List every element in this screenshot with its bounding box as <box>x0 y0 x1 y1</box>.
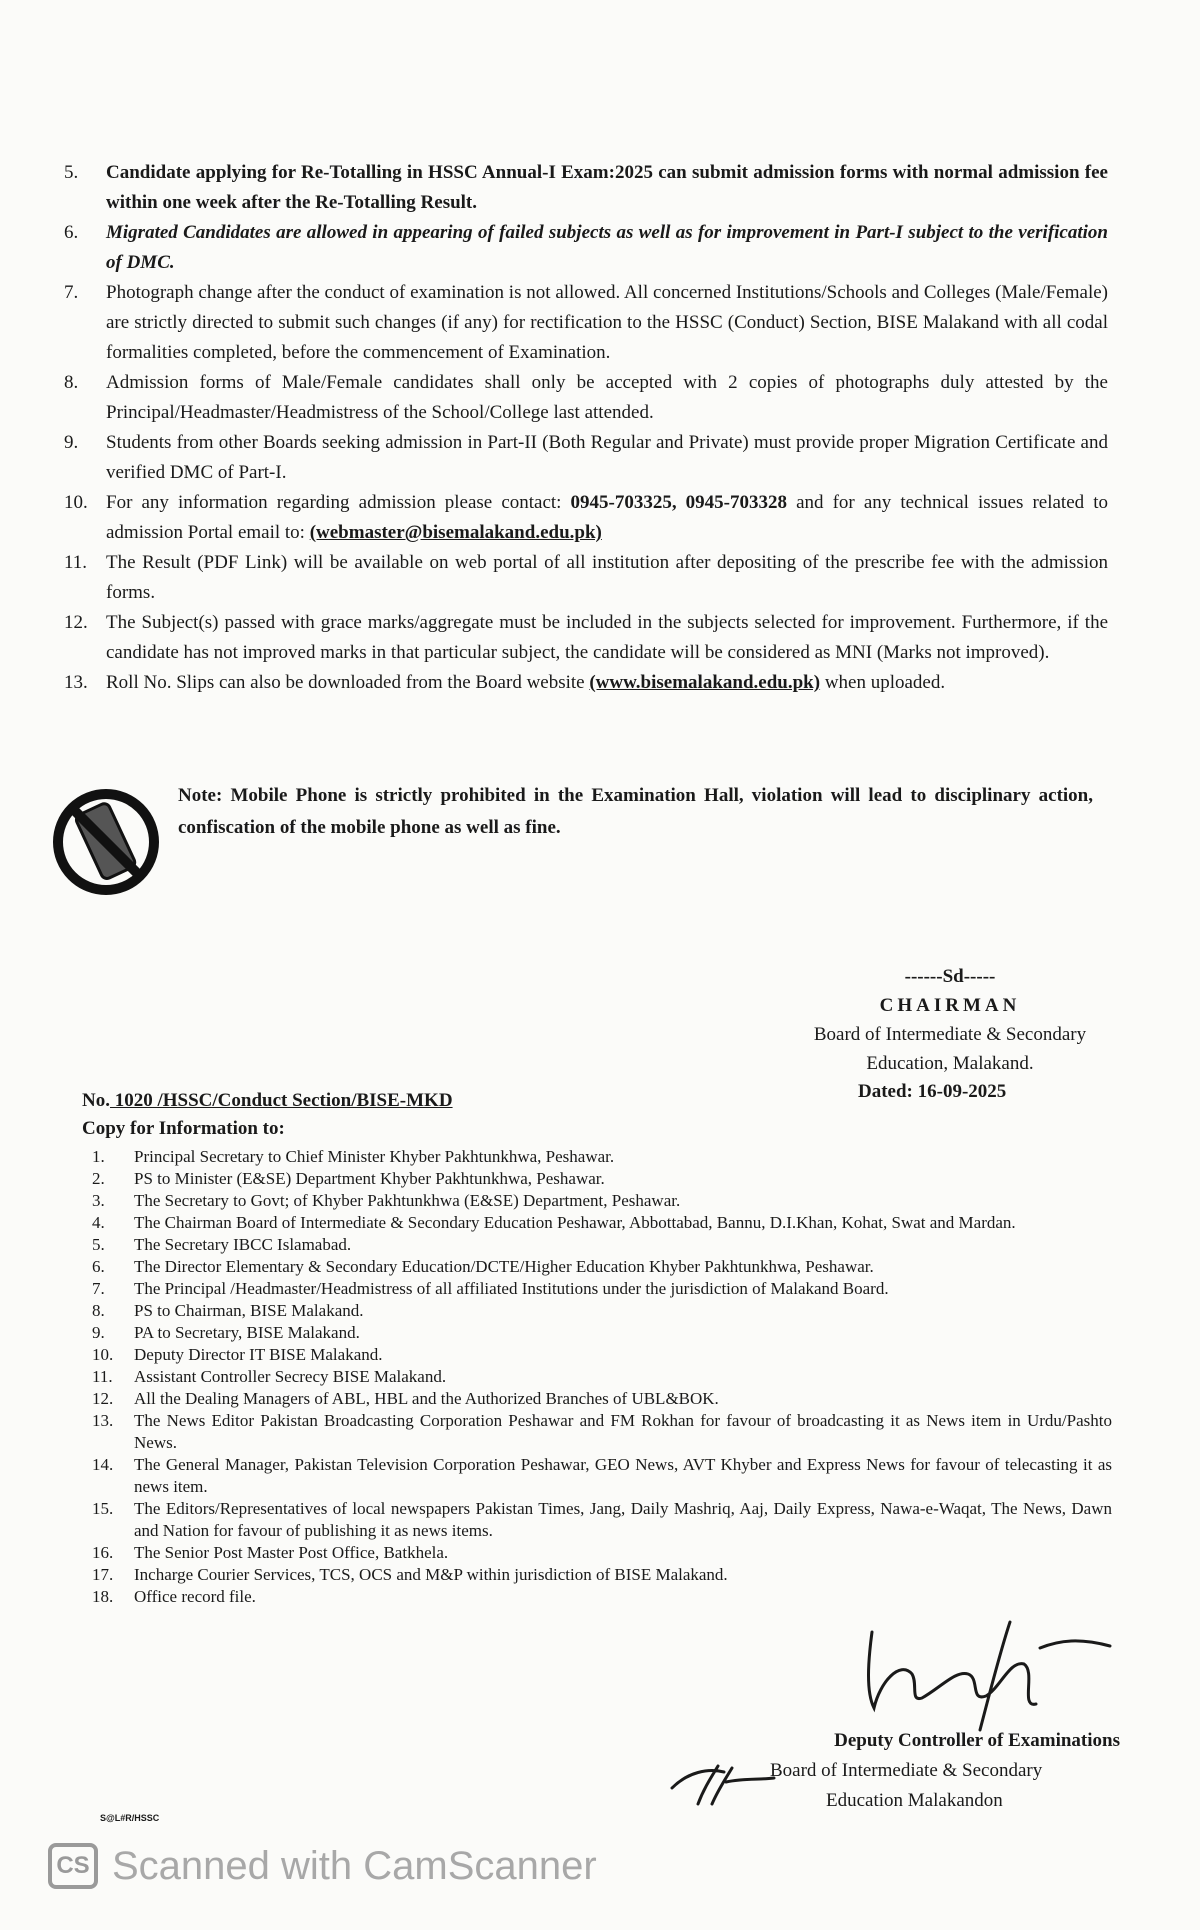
handwritten-signature <box>860 1612 1120 1732</box>
instruction-text-part: Roll No. Slips can also be downloaded from the Board website <box>106 672 590 693</box>
copy-recipient-number: 15. <box>92 1499 114 1518</box>
copy-recipient-text: The Chairman Board of Intermediate & Secondary Education Peshawar, Abbottabad, Bannu, D.I.Khan, Kohat, Swat and Mardan. <box>134 1213 1016 1232</box>
chairman-signoff <box>760 962 1140 1078</box>
copy-recipient-text: PS to Chairman, BISE Malakand. <box>134 1301 364 1320</box>
instruction-item <box>58 278 1108 368</box>
copy-recipient-text: The Secretary IBCC Islamabad. <box>134 1235 352 1254</box>
copy-heading: Copy for Information to: <box>82 1118 285 1139</box>
copy-recipient-item <box>92 1498 1112 1542</box>
instruction-text <box>106 158 1108 218</box>
copy-recipient-text: PS to Minister (E&SE) Department Khyber Pakhtunkhwa, Peshawar. <box>134 1169 605 1188</box>
instruction-number: 10. <box>64 492 88 513</box>
instruction-text-part: Photograph change after the conduct of examination is not allowed. All concerned Institutions/Schools and Colleges (Male/Female) are strictly directed to submit such changes (if any) for rectification to the HSSC (Conduct) Section, BISE Malakand with all codal formalities completed, before the commencement of Examination. <box>106 282 1108 363</box>
signed-mark: ------Sd----- <box>904 966 996 987</box>
copy-recipient-item <box>92 1366 1112 1388</box>
reference-number <box>82 1090 453 1112</box>
instruction-text-part: and for any technical issues related to admission Portal email to: <box>106 492 1108 543</box>
camscanner-logo: CS <box>48 1843 98 1889</box>
deputy-controller-signoff <box>680 1726 1120 1816</box>
mobile-phone-note <box>50 780 1100 900</box>
deputy-controller-title: Deputy Controller of Examinations <box>834 1730 1120 1751</box>
copy-recipient-number: 13. <box>92 1411 114 1430</box>
copy-recipient-number: 12. <box>92 1389 114 1408</box>
instruction-number: 13. <box>64 672 88 693</box>
instruction-text-part: Candidate applying for Re-Totalling in HSSC Annual-I Exam:2025 can submit admission forms with normal admission fee within one week after the Re-Totalling Result. <box>106 162 1108 213</box>
instruction-item <box>58 488 1108 548</box>
instruction-text <box>106 668 1108 698</box>
instruction-number: 9. <box>64 432 79 453</box>
instruction-text <box>106 278 1108 368</box>
camscanner-watermark <box>48 1840 597 1892</box>
instruction-number: 11. <box>64 552 88 573</box>
deputy-board-name: Board of Intermediate & Secondary <box>770 1760 1043 1781</box>
copy-recipient-item <box>92 1256 1112 1278</box>
copy-recipient-text: The Director Elementary & Secondary Education/DCTE/Higher Education Khyber Pakhtunkhwa, Peshawar. <box>134 1257 874 1276</box>
copy-recipient-text: The News Editor Pakistan Broadcasting Corporation Peshawar and FM Rokhan for favour of broadcasting it as News item in Urdu/Pashto News. <box>134 1411 1112 1452</box>
instruction-item <box>58 608 1108 668</box>
instruction-text-part: Migrated Candidates are allowed in appearing of failed subjects as well as for improvement in Part-I subject to the verification of DMC. <box>106 222 1108 273</box>
copy-recipient-text: The Secretary to Govt; of Khyber Pakhtunkhwa (E&SE) Department, Peshawar. <box>134 1191 681 1210</box>
copy-recipient-item <box>92 1190 1112 1212</box>
instruction-item <box>58 428 1108 488</box>
issue-date: Dated: 16-09-2025 <box>858 1081 1007 1102</box>
instruction-link-text: (www.bisemalakand.edu.pk) <box>589 672 821 693</box>
instruction-text-part: For any information regarding admission please contact: <box>106 492 571 513</box>
instruction-item <box>58 218 1108 278</box>
instruction-link-text: (webmaster@bisemalakand.edu.pk) <box>309 522 602 543</box>
copy-recipient-number: 4. <box>92 1213 105 1232</box>
instructions-list <box>58 158 1108 698</box>
instruction-text-part: Admission forms of Male/Female candidates shall only be accepted with 2 copies of photographs duly attested by the Principal/Headmaster/Headmistress of the School/College last attended. <box>106 372 1108 423</box>
copy-recipient-text: The General Manager, Pakistan Television Corporation Peshawar, GEO News, AVT Khyber and Express News for favour of telecasting it as news item. <box>134 1455 1112 1496</box>
copy-recipient-text: Office record file. <box>134 1587 256 1606</box>
file-code: S@L#R/HSSC <box>100 1813 160 1823</box>
camscanner-text: Scanned with CamScanner <box>112 1843 597 1888</box>
instruction-number: 7. <box>64 282 79 303</box>
note-text: Note: Mobile Phone is strictly prohibited in the Examination Hall, violation will lead to disciplinary action, confiscation of the mobile phone as well as fine. <box>178 785 1093 838</box>
instruction-number: 5. <box>64 162 79 183</box>
copy-recipient-item <box>92 1586 1112 1608</box>
instruction-text-part: when uploaded. <box>820 672 946 693</box>
instruction-number: 6. <box>64 222 79 243</box>
copy-recipient-item <box>92 1344 1112 1366</box>
copy-recipient-item <box>92 1454 1112 1498</box>
copy-recipient-text: The Senior Post Master Post Office, Batkhela. <box>134 1543 449 1562</box>
copy-recipient-item <box>92 1322 1112 1344</box>
copy-recipient-item <box>92 1300 1112 1322</box>
copy-recipient-number: 6. <box>92 1257 105 1276</box>
board-name-line: Board of Intermediate & Secondary <box>813 1024 1087 1045</box>
copy-recipient-item <box>92 1146 1112 1168</box>
copy-recipient-item <box>92 1542 1112 1564</box>
instruction-text-part: The Subject(s) passed with grace marks/aggregate must be included in the subjects selected for improvement. Furthermore, if the candidate has not improved marks in that particular subject, the candidate will be considered as MNI (Marks not improved). <box>106 612 1108 663</box>
copy-recipient-text: PA to Secretary, BISE Malakand. <box>134 1323 360 1342</box>
instruction-text <box>106 548 1108 608</box>
copy-recipient-number: 14. <box>92 1455 114 1474</box>
copy-recipient-item <box>92 1388 1112 1410</box>
ref-prefix: No. <box>82 1090 110 1111</box>
instruction-text <box>106 218 1108 278</box>
instruction-text <box>106 608 1108 668</box>
copy-recipient-number: 10. <box>92 1345 114 1364</box>
instruction-item <box>58 548 1108 608</box>
copy-recipient-item <box>92 1212 1112 1234</box>
copy-recipient-text: All the Dealing Managers of ABL, HBL and the Authorized Branches of UBL&BOK. <box>134 1389 719 1408</box>
instruction-item <box>58 368 1108 428</box>
copy-recipient-text: Incharge Courier Services, TCS, OCS and M&P within jurisdiction of BISE Malakand. <box>134 1565 728 1584</box>
no-mobile-phone-icon <box>50 786 162 898</box>
copy-recipient-number: 16. <box>92 1543 114 1562</box>
copy-recipient-text: Assistant Controller Secrecy BISE Malakand. <box>134 1367 447 1386</box>
copy-recipient-text: Principal Secretary to Chief Minister Khyber Pakhtunkhwa, Peshawar. <box>134 1147 615 1166</box>
instruction-text-part: Students from other Boards seeking admission in Part-II (Both Regular and Private) must provide proper Migration Certificate and verified DMC of Part-I. <box>106 432 1108 483</box>
copy-recipient-item <box>92 1168 1112 1190</box>
copy-recipient-item <box>92 1234 1112 1256</box>
copy-recipient-number: 11. <box>92 1367 113 1386</box>
deputy-board-location: Education Malakandon <box>826 1790 1003 1811</box>
instruction-item <box>58 668 1108 698</box>
instruction-text-part: The Result (PDF Link) will be available on web portal of all institution after depositing of the prescribe fee with the admission forms. <box>106 552 1108 603</box>
ref-number: 1020 /HSSC/Conduct Section/BISE-MKD <box>109 1090 453 1111</box>
copy-recipient-number: 9. <box>92 1323 105 1342</box>
copy-recipient-number: 5. <box>92 1235 105 1254</box>
copy-recipient-number: 18. <box>92 1587 114 1606</box>
instruction-text <box>106 488 1108 548</box>
copy-recipient-number: 17. <box>92 1565 114 1584</box>
instruction-number: 8. <box>64 372 79 393</box>
copy-recipient-number: 3. <box>92 1191 105 1210</box>
copy-recipient-item <box>92 1410 1112 1454</box>
copy-recipient-number: 2. <box>92 1169 105 1188</box>
copy-recipient-text: The Principal /Headmaster/Headmistress of all affiliated Institutions under the jurisdiction of Malakand Board. <box>134 1279 889 1298</box>
copy-recipient-text: Deputy Director IT BISE Malakand. <box>134 1345 383 1364</box>
copy-recipients-list <box>92 1146 1112 1608</box>
instruction-text <box>106 428 1108 488</box>
instruction-text <box>106 368 1108 428</box>
copy-recipient-number: 7. <box>92 1279 105 1298</box>
instruction-number: 12. <box>64 612 88 633</box>
chairman-title: CHAIRMAN <box>879 995 1021 1016</box>
copy-recipient-number: 8. <box>92 1301 105 1320</box>
copy-recipient-text: The Editors/Representatives of local newspapers Pakistan Times, Jang, Daily Mashriq, Aaj, Daily Express, Nawa-e-Waqat, The News, Dawn and Nation for favour of publishing it as news items. <box>134 1499 1112 1540</box>
instruction-text-part: 0945-703325, 0945-703328 <box>570 492 788 513</box>
copy-recipient-item <box>92 1278 1112 1300</box>
copy-recipient-number: 1. <box>92 1147 105 1166</box>
board-location-line: Education, Malakand. <box>866 1053 1034 1074</box>
instruction-item <box>58 158 1108 218</box>
copy-recipient-item <box>92 1564 1112 1586</box>
